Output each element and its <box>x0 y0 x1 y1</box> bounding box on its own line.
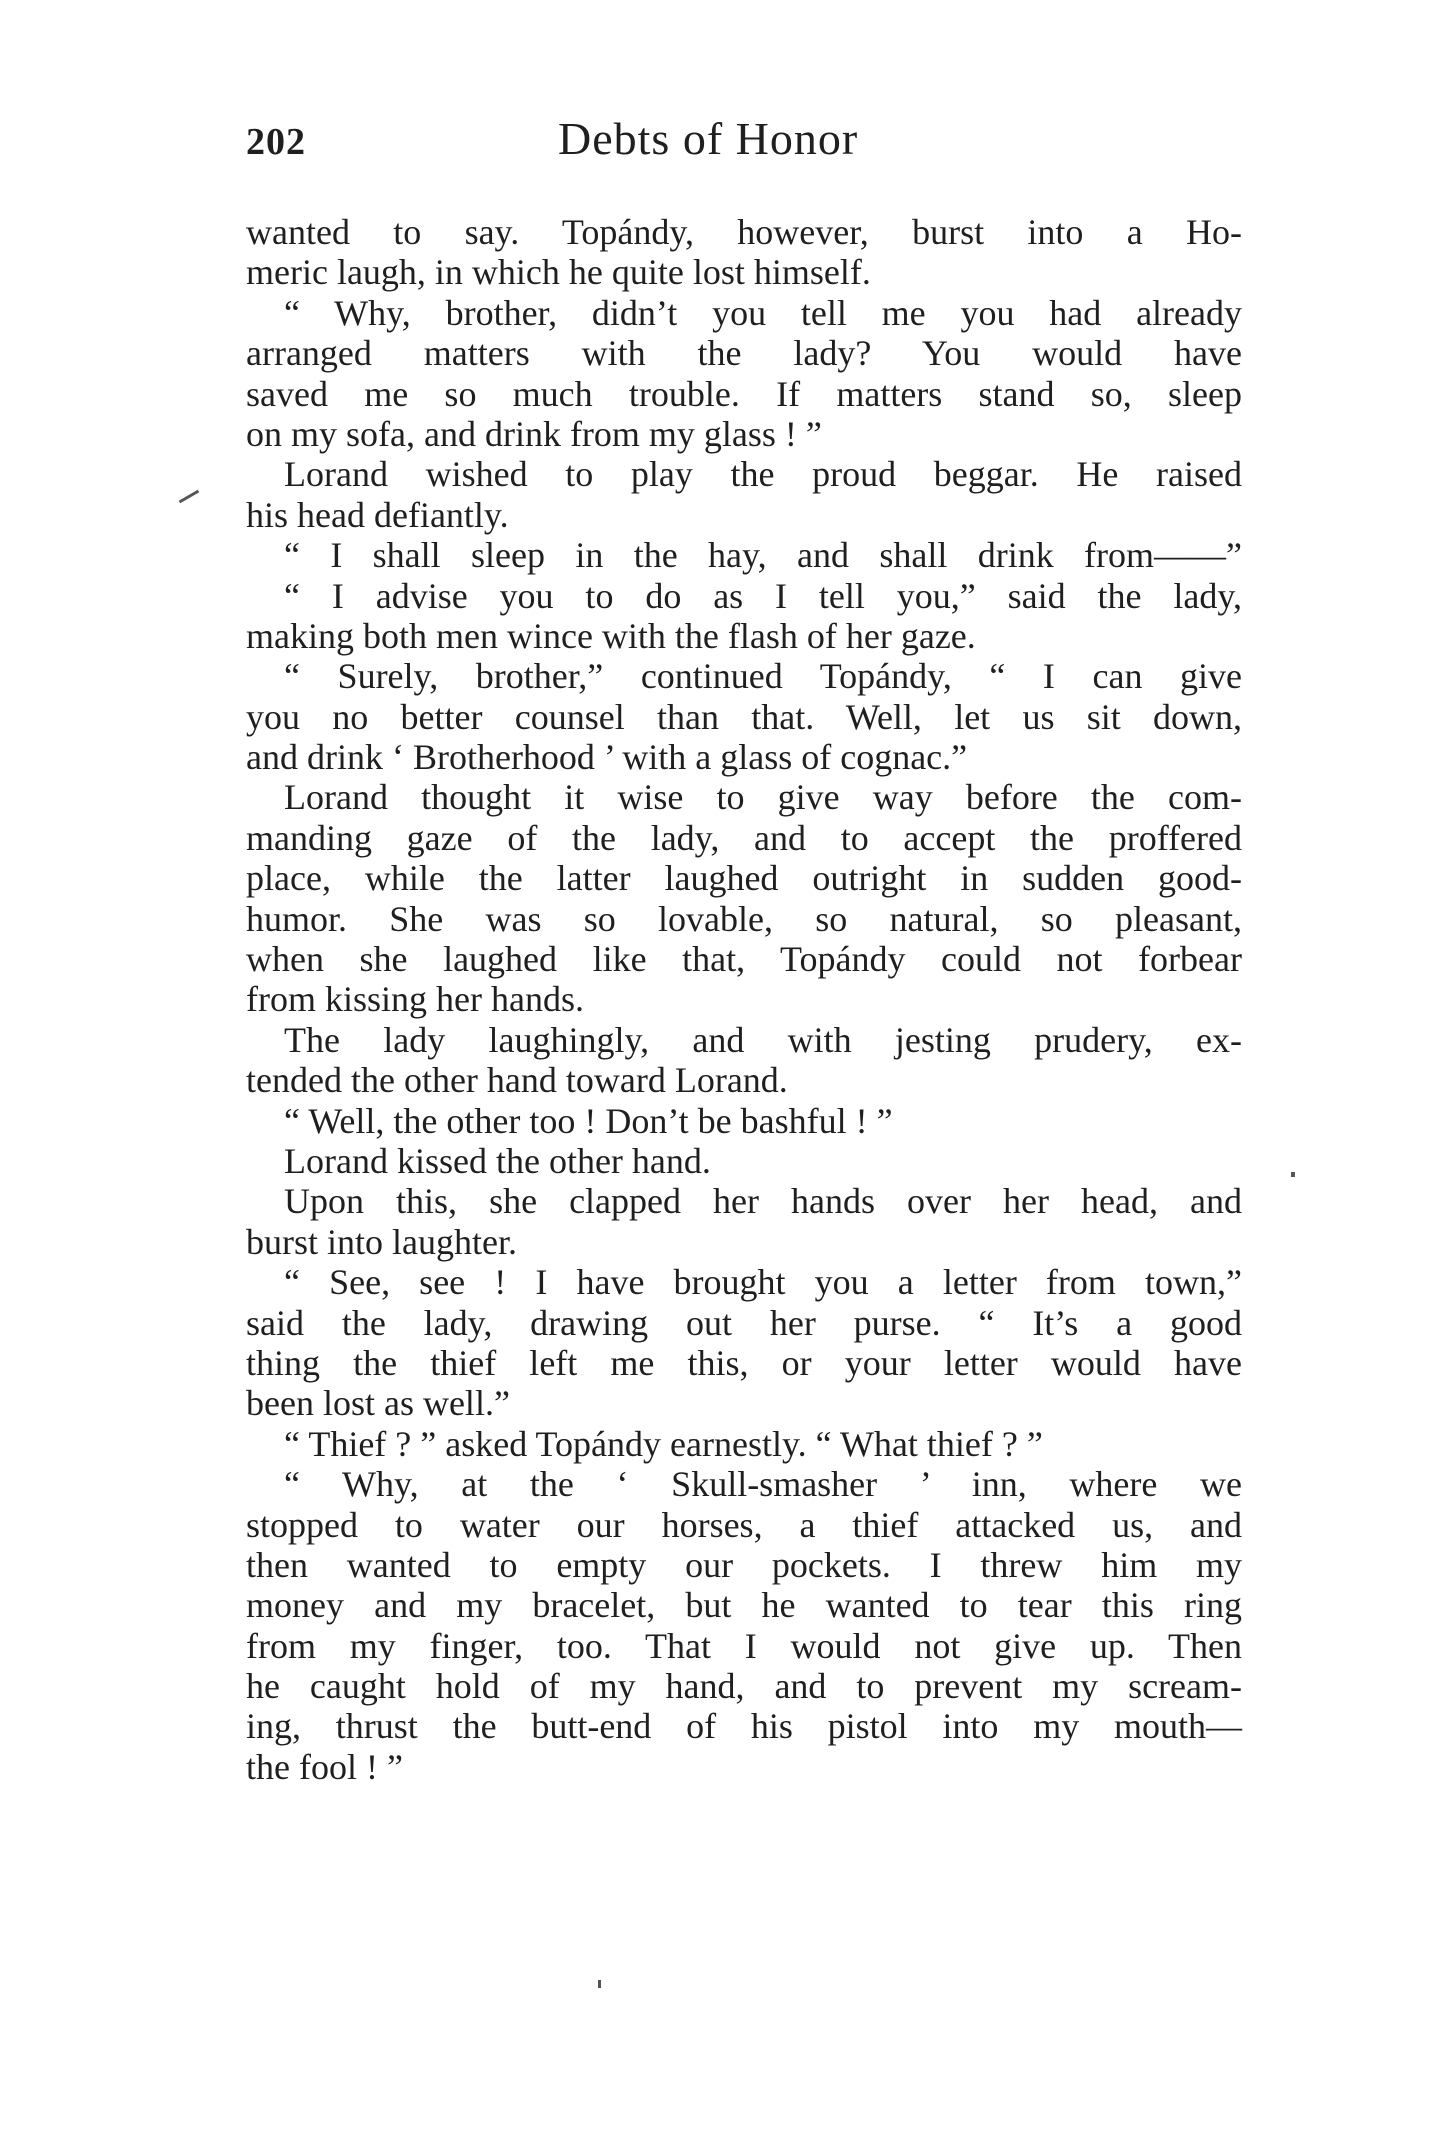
text-line: manding gaze of the lady, and to accept the proffered <box>246 817 1242 858</box>
text-line: when she laughed like that, Topándy could not forbear <box>246 939 1242 980</box>
text-line: tended the other hand toward Lorand. <box>246 1060 788 1101</box>
text-line: you no better counsel than that. Well, let us sit down, <box>246 696 1242 737</box>
text-line: on my sofa, and drink from my glass ! ” <box>246 413 822 454</box>
text-line: “ Surely, brother,” continued Topándy, “ I can give <box>284 656 1242 697</box>
text-line: meric laugh, in which he quite lost himself. <box>246 252 871 293</box>
text-line: “ Thief ? ” asked Topándy earnestly. “ What thief ? ” <box>284 1423 1043 1464</box>
text-line: money and my bracelet, but he wanted to tear this ring <box>246 1585 1242 1626</box>
text-line: Lorand kissed the other hand. <box>284 1140 711 1181</box>
text-line: The lady laughingly, and with jesting prudery, ex- <box>284 1019 1242 1060</box>
page-number: 202 <box>246 121 306 163</box>
text-line: said the lady, drawing out her purse. “ It’s a good <box>246 1302 1242 1343</box>
text-line: Upon this, she clapped her hands over her head, and <box>284 1181 1242 1222</box>
text-line: from kissing her hands. <box>246 979 584 1020</box>
text-line: “ I shall sleep in the hay, and shall drink from——” <box>284 535 1242 576</box>
text-line: burst into laughter. <box>246 1221 517 1262</box>
text-line: thing the thief left me this, or your letter would have <box>246 1342 1242 1383</box>
text-line: making both men wince with the flash of her gaze. <box>246 615 976 656</box>
running-title: Debts of Honor <box>558 113 859 164</box>
text-line: Lorand thought it wise to give way before the com- <box>284 777 1242 818</box>
running-head <box>246 112 1242 172</box>
text-line: arranged matters with the lady? You would have <box>246 333 1242 374</box>
text-line: he caught hold of my hand, and to prevent my scream- <box>246 1666 1242 1707</box>
text-line: wanted to say. Topándy, however, burst into a Ho- <box>246 212 1242 252</box>
text-line: “ Well, the other too ! Don’t be bashful ! ” <box>284 1100 893 1141</box>
stray-mark <box>598 1980 601 1988</box>
text-line: then wanted to empty our pockets. I threw him my <box>246 1544 1242 1585</box>
text-line: his head defiantly. <box>246 494 509 535</box>
text-line: place, while the latter laughed outright in sudden good- <box>246 858 1242 899</box>
stray-mark <box>1291 1172 1295 1177</box>
text-line: been lost as well.” <box>246 1383 510 1424</box>
text-line: ing, thrust the butt-end of his pistol into my mouth— <box>246 1706 1242 1747</box>
text-line: saved me so much trouble. If matters stand so, sleep <box>246 373 1242 414</box>
text-line: humor. She was so lovable, so natural, so pleasant, <box>246 898 1242 939</box>
text-line: from my finger, too. That I would not give up. Then <box>246 1625 1242 1666</box>
text-line: stopped to water our horses, a thief attacked us, and <box>246 1504 1242 1545</box>
text-line: “ Why, at the ‘ Skull-smasher ’ inn, where we <box>284 1464 1242 1505</box>
stray-mark <box>179 490 200 504</box>
text-line: “ I advise you to do as I tell you,” said the lady, <box>284 575 1242 616</box>
body-text <box>246 212 1242 1787</box>
text-line: “ Why, brother, didn’t you tell me you had already <box>284 292 1242 333</box>
text-line: Lorand wished to play the proud beggar. He raised <box>284 454 1242 495</box>
text-line: and drink ‘ Brotherhood ’ with a glass of cognac.” <box>246 737 968 778</box>
text-line: the fool ! ” <box>246 1746 403 1787</box>
text-line: “ See, see ! I have brought you a letter from town,” <box>284 1262 1242 1303</box>
